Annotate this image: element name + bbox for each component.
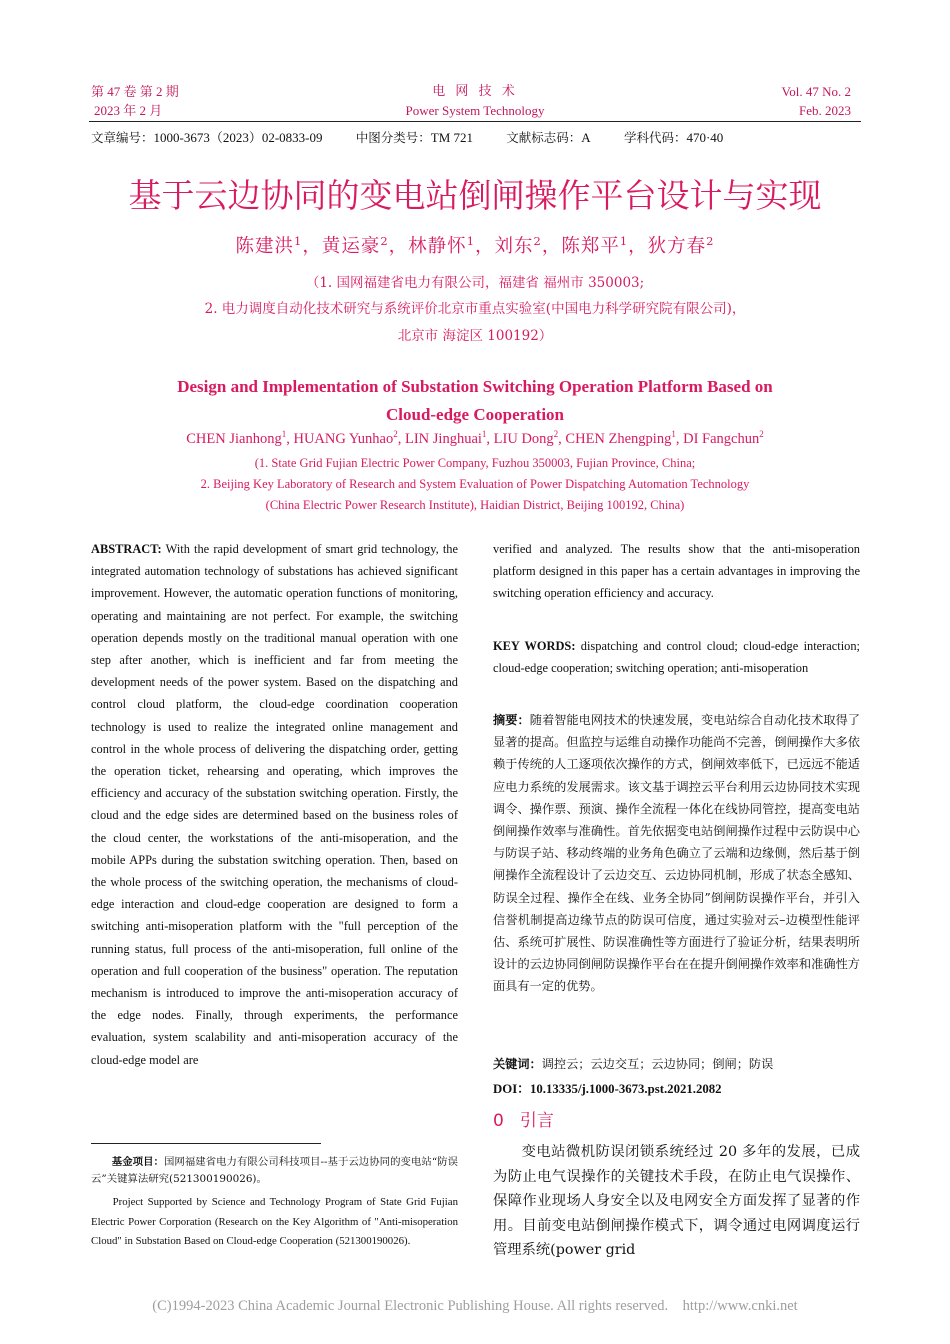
paper-title-en-line: Design and Implementation of Substation Switching Operation Platform Based on: [177, 377, 773, 396]
author-en: CHEN Zhengping$^1$: [565, 429, 676, 447]
volume-issue-cn: 第 47 卷 第 2 期: [91, 84, 179, 99]
author-cn: 林静怀$^1$: [408, 233, 475, 257]
authors-en: CHEN Jianhong$^1$, HUANG Yunhao$^2$, LIN Jinghuai$^1$, LIU Dong$^2$, CHEN Zhengping$^1$, DI Fangchun$^2$: [186, 429, 764, 447]
authors-cn: 陈建洪$^1$，黄运豪$^2$，林静怀$^1$，刘东$^2$，陈郑平$^1$，狄方春$^2$: [235, 233, 715, 257]
funding-cn: [91, 1154, 458, 1188]
affiliation-cn-line: 2. 电力调度自动化技术研究与系统评价北京市重点实验室(中国电力科学研究院有限公司)，: [204, 301, 746, 317]
keywords-en-label: KEY WORDS:: [493, 639, 576, 653]
keywords-cn-text: 调控云；云边交互；云边协同；倒闸；防误: [541, 1057, 774, 1071]
author-cn: 黄运豪$^2$: [321, 233, 389, 257]
keywords-cn: [493, 1053, 860, 1075]
subject-code: 学科代码：470·40: [623, 130, 724, 145]
doi: DOI：10.13335/j.1000-3673.pst.2021.2082: [493, 1082, 722, 1096]
abstract-en-continued: verified and analyzed. The results show that the anti-misoperation platform designed in this paper has a certain advantages in improving the switching operation efficiency and accuracy.: [493, 542, 860, 601]
date-cn: 2023 年 2 月: [94, 103, 163, 118]
running-header-right: [782, 82, 851, 120]
abstract-en-label: ABSTRACT:: [91, 542, 162, 556]
author-en: DI Fangchun$^2$: [683, 429, 764, 447]
affiliation-cn-line: （1. 国网福建省电力有限公司，福建省 福州市 350003;: [305, 275, 645, 291]
footnote-divider: [91, 1143, 321, 1144]
abstract-cn-label: 摘要：: [493, 713, 530, 727]
author-en: CHEN Jianhong$^1$: [186, 429, 287, 447]
abstract-en: [91, 538, 458, 1071]
paper-title-en-line: Cloud-edge Cooperation: [385, 405, 565, 424]
paper-title-cn: 基于云边协同的变电站倒闸操作平台设计与实现: [128, 176, 822, 215]
affiliation-cn-line: 北京市 海淀区 100192）: [397, 328, 553, 344]
volume-issue-en: Vol. 47 No. 2: [781, 84, 851, 99]
introduction-paragraph: 变电站微机防误闭锁系统经过 20 多年的发展，已成为防止电气误操作的关键技术手段，在防止电气误操作、保障作业现场人身安全以及电网安全方面发挥了显著的作用。目前变电站倒闸操作模式下，调令通过电网调度运行管理系统(power grid: [493, 1144, 860, 1258]
author-cn: 狄方春$^2$: [647, 233, 715, 257]
document-code: 文献标志码：A: [506, 130, 591, 145]
header-divider: [89, 121, 861, 122]
author-en: LIN Jinghuai$^1$: [404, 429, 487, 447]
keywords-cn-label: 关键词：: [493, 1057, 542, 1071]
section-heading-introduction: [493, 1108, 554, 1134]
author-en: HUANG Yunhao$^2$: [293, 429, 398, 447]
keywords-en-text: dispatching and control cloud; cloud-edge interaction; cloud-edge cooperation; switching operation; anti-misoperation: [493, 639, 860, 676]
journal-name-cn: 电 网 技 术: [432, 84, 518, 99]
abstract-cn-text: 随着智能电网技术的快速发展，变电站综合自动化技术取得了显著的提高。但监控与运维自动操作功能尚不完善，倒闸操作大多依赖于传统的人工逐项依次操作的方式，倒闸效率低下，已远远不能适应电力系统的发展需求。该文基于调控云平台利用云边协同技术实现调令、操作票、预演、操作全流程一体化在线协同管控，提高变电站倒闸操作效率与准确性。首先依据变电站倒闸操作过程中云防误中心与防误子站、移动终端的业务角色确立了云端和边缘侧，然后基于倒闸操作全流程设计了云边交互、云边协同机制，形成了状态全感知、防误全过程、操作全在线、业务全协同”倒闸防误操作平台，并引入信誉机制提高边缘节点的防误可信度，通过实验对云–边模型性能评估、系统可扩展性、防误准确性等方面进行了验证分析，结果表明所设计的云边协同倒闸防误操作平台在在提升倒闸操作效率和准确性方面具有一定的优势。: [493, 713, 861, 994]
section-title: 引言: [519, 1111, 554, 1131]
author-cn: 陈郑平$^1$: [561, 233, 629, 257]
abstract-cn: [493, 709, 860, 998]
author-cn: 刘东$^2$: [494, 233, 542, 257]
author-cn: 陈建洪$^1$: [235, 233, 303, 257]
affiliation-en-line: (1. State Grid Fujian Electric Power Company, Fuzhou 350003, Fujian Province, China;: [254, 456, 696, 470]
affiliation-en-line: 2. Beijing Key Laboratory of Research and System Evaluation of Power Dispatching Automation Technology: [200, 477, 750, 491]
funding-en: Project Supported by Science and Technology Program of State Grid Fujian Electric Power Corporation (Research on the Key Algorithm of "Anti-misoperation Cloud" in Substation Based on Cloud-edge Cooperation (521300190026).: [91, 1196, 458, 1247]
article-meta-line: [91, 129, 753, 147]
affiliation-en-line: (China Electric Power Research Institute), Haidian District, Beijing 100192, China): [265, 498, 685, 512]
keywords-en: [493, 635, 860, 679]
author-en: LIU Dong$^2$: [493, 429, 559, 447]
date-en: Feb. 2023: [799, 103, 851, 118]
journal-name-en: Power System Technology: [405, 103, 545, 118]
funding-cn-label: 基金项目：: [111, 1156, 164, 1168]
abstract-en-text: With the rapid development of smart grid technology, the integrated automation technology of substations has achieved significant improvement. However, the automatic operation functions of monitoring, operating and maintaining are not perfect. For example, the switching operation depends mostly on the traditional manual operation with one step after another, which is inefficient and far from meeting the development needs of the power system. Based on the dispatching and control cloud platform, the cloud-edge coordination cooperation technology is used to realize the integrated online management and control in the whole process of delivering the dispatching order, getting the operation ticket, rehearsing and operating, which improves the efficiency and accuracy of the substation switching operation. Firstly, the cloud and the edge sides are determined based on the business roles of the cloud center, the workstations of the anti-misoperation, and the mobile APPs during the substation switching operation. Then, based on the whole process of the switching operation, the mechanisms of cloud-edge interaction and cloud-edge cooperation are designed to form a switching anti-misoperation platform with the "full perception of the running status, full process of the anti-misoperation, full online of the operation and full cooperation of the business" operation. The reputation mechanism is introduced to improve the anti-misoperation accuracy of the edge nodes. Finally, through experiments, the performance evaluation, system scalability and anti-misoperation accuracy of the cloud-edge model are: [91, 542, 458, 1067]
funding-cn-text: 国网福建省电力有限公司科技项目--基于云边协同的变电站“防误云”关键算法研究(521300190026)。: [91, 1156, 458, 1185]
article-number: 文章编号：1000-3673（2023）02-0833-09: [91, 130, 323, 145]
copyright-notice: (C)1994-2023 China Academic Journal Electronic Publishing House. All rights reserved. http://www.cnki.net: [152, 1298, 798, 1314]
clc-number: 中图分类号：TM 721: [355, 130, 474, 145]
section-number: 0: [493, 1111, 504, 1131]
